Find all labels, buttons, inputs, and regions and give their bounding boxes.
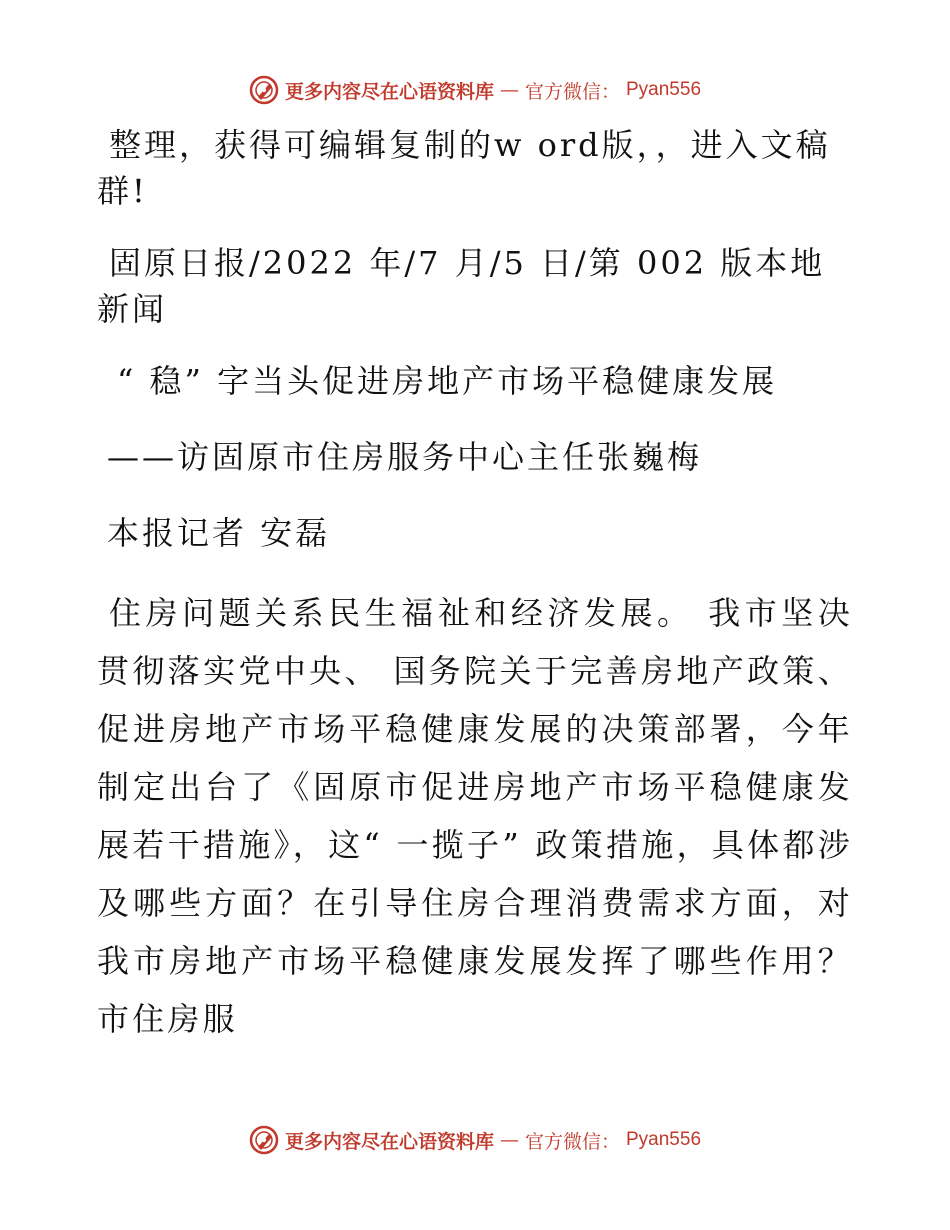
footer-banner xyxy=(0,1120,950,1160)
banner-separator: — xyxy=(499,1129,519,1151)
article-subtitle: ——访固原市住房服务中心主任张巍梅 xyxy=(107,438,703,476)
document-body xyxy=(97,122,853,1074)
article-title: “ 稳” 字当头促进房地产市场平稳健康发展 xyxy=(117,362,778,400)
pen-nib-logo-icon xyxy=(249,1125,279,1155)
article-byline: 本报记者 安磊 xyxy=(107,514,331,552)
banner-site-name: 更多内容尽在心语资料库 xyxy=(284,80,494,103)
banner-official-label: 官方微信： xyxy=(524,1130,620,1153)
banner-wechat-id: Pyan556 xyxy=(626,79,702,100)
banner-wechat-id: Pyan556 xyxy=(626,1129,702,1150)
intro-paragraph: 整理，获得可编辑复制的w ord版，，进入文稿群! xyxy=(97,126,831,210)
source-line: 固原日报/2022 年/7 月/5 日/第 002 版本地新闻 xyxy=(97,244,826,328)
header-banner xyxy=(0,70,950,110)
pen-nib-logo-icon xyxy=(249,75,279,105)
banner-separator: — xyxy=(499,79,519,101)
banner-site-name: 更多内容尽在心语资料库 xyxy=(284,1130,494,1153)
article-body-paragraph: 住房问题关系民生福祉和经济发展。 我市坚决贯彻落实党中央、 国务院关于完善房地产政策、促进房地产市场平稳健康发展的决策部署，今年制定出台了《固原市促进房地产市场平稳健康发展若干措施》，这“ 一揽子” 政策措施，具体都涉及哪些方面？在引导住房合理消费需求方面，对我市房地产市场平稳健康发展发挥了哪些作用？市住房服 xyxy=(97,594,853,1038)
banner-official-label: 官方微信： xyxy=(524,80,620,103)
